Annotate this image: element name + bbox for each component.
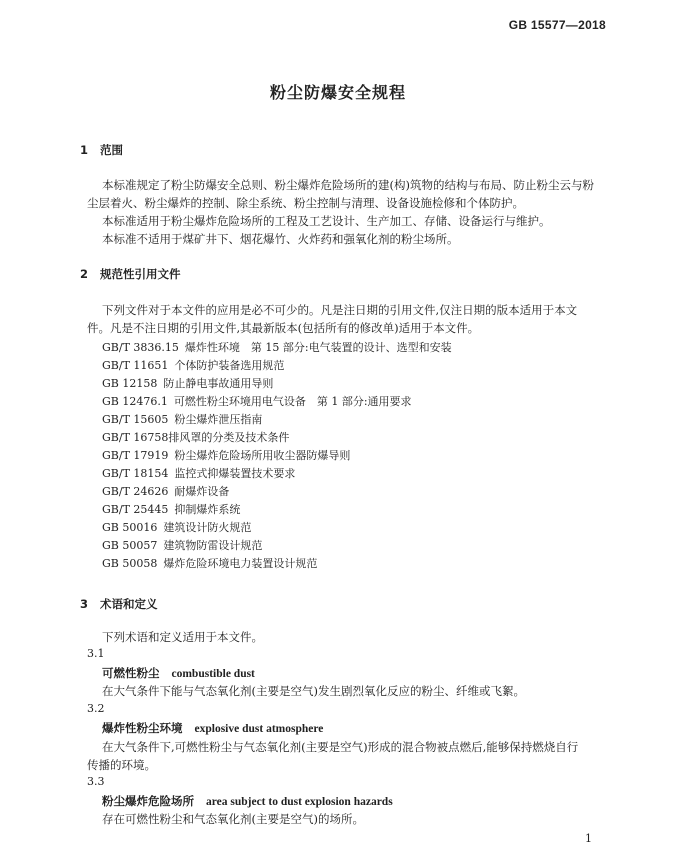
- reference-item: [102, 429, 289, 445]
- section-title: 术语和定义: [100, 597, 158, 611]
- term-definition: 在大气条件下能与气态氧化剂(主要是空气)发生剧烈氧化反应的粉尘、纤维或飞絮。: [102, 684, 525, 698]
- term-definition: 在大气条件下,可燃性粉尘与气态氧化剂(主要是空气)形成的混合物被点燃后,能够保持燃烧自行: [102, 740, 579, 754]
- reference-title: 粉尘爆炸危险场所用收尘器防爆导则: [174, 449, 351, 462]
- reference-item: [102, 375, 273, 391]
- paragraph-continuation: 件。凡是不注日期的引用文件,其最新版本(包括所有的修改单)适用于本文件。: [87, 321, 480, 335]
- reference-title: 耐爆炸设备: [174, 485, 230, 498]
- reference-code: GB/T 15605: [102, 413, 169, 426]
- page-number: 1: [585, 832, 592, 845]
- section-title: 规范性引用文件: [100, 267, 181, 281]
- reference-item: [102, 501, 240, 517]
- term-english: combustible dust: [171, 668, 255, 680]
- document-title: 粉尘防爆安全规程: [269, 83, 406, 102]
- reference-item: [102, 411, 262, 427]
- reference-code: GB/T 16758: [102, 431, 169, 444]
- reference-code: GB/T 25445: [102, 503, 169, 516]
- reference-title: 抑制爆炸系统: [174, 503, 241, 516]
- term-entry: [102, 665, 255, 681]
- reference-item: [102, 357, 284, 373]
- term-definition: 存在可燃性粉尘和气态氧化剂(主要是空气)的场所。: [102, 812, 364, 826]
- section-number: 3: [80, 597, 89, 611]
- term-english: area subject to dust explosion hazards: [206, 796, 393, 808]
- reference-title: 建筑物防雷设计规范: [163, 539, 263, 552]
- reference-title: 监控式抑爆装置技术要求: [174, 467, 296, 480]
- reference-code: GB 12476.1: [102, 395, 168, 408]
- paragraph: 本标准适用于粉尘爆炸危险场所的工程及工艺设计、生产加工、存储、设备运行与维护。: [102, 214, 551, 228]
- reference-item: [102, 339, 452, 355]
- term-entry: [102, 720, 323, 736]
- reference-title: 爆炸危险环境电力装置设计规范: [163, 557, 318, 570]
- term-english: explosive dust atmosphere: [194, 723, 324, 735]
- reference-code: GB 12158: [102, 377, 158, 390]
- section-1-heading: [80, 142, 123, 158]
- term-number: 3.1: [87, 647, 105, 660]
- section-3-heading: [80, 596, 158, 612]
- paragraph: 本标准规定了粉尘防爆安全总则、粉尘爆炸危险场所的建(构)筑物的结构与布局、防止粉尘云与粉: [102, 178, 594, 192]
- reference-item: [102, 465, 295, 481]
- reference-item: [102, 537, 262, 553]
- reference-title: 防止静电事故通用导则: [163, 377, 274, 390]
- reference-item: [102, 519, 251, 535]
- paragraph: 本标准不适用于煤矿井下、烟花爆竹、火炸药和强氧化剂的粉尘场所。: [102, 232, 459, 246]
- term-number: 3.2: [87, 702, 105, 715]
- section-number: 1: [80, 143, 89, 157]
- reference-item: [102, 555, 317, 571]
- term-chinese: 爆炸性粉尘环境: [102, 721, 183, 735]
- reference-code: GB 50058: [102, 557, 158, 570]
- reference-code: GB 50057: [102, 539, 158, 552]
- reference-title: 个体防护装备选用规范: [174, 359, 285, 372]
- paragraph-continuation: 尘层着火、粉尘爆炸的控制、除尘系统、粉尘控制与清理、设备设施检修和个体防护。: [87, 196, 524, 210]
- reference-title: 建筑设计防火规范: [163, 521, 252, 534]
- reference-item: [102, 447, 350, 463]
- term-entry: [102, 793, 393, 809]
- section-title: 范围: [100, 143, 123, 157]
- reference-code: GB/T 11651: [102, 359, 169, 372]
- reference-code: GB/T 17919: [102, 449, 169, 462]
- paragraph: 下列文件对于本文件的应用是必不可少的。凡是注日期的引用文件,仅注日期的版本适用于本文: [102, 303, 578, 317]
- section-2-heading: [80, 266, 181, 282]
- term-chinese: 粉尘爆炸危险场所: [102, 794, 194, 808]
- reference-item: [102, 393, 412, 409]
- term-definition-continuation: 传播的环境。: [87, 758, 156, 772]
- term-chinese: 可燃性粉尘: [102, 666, 160, 680]
- reference-code: GB/T 3836.15: [102, 341, 179, 354]
- term-number: 3.3: [87, 775, 105, 788]
- reference-title: 可燃性粉尘环境用电气设备 第 1 部分:通用要求: [173, 395, 412, 408]
- reference-item: [102, 483, 229, 499]
- standard-number: GB 15577—2018: [508, 18, 606, 32]
- reference-title: 粉尘爆炸泄压指南: [174, 413, 263, 426]
- reference-title: 爆炸性环境 第 15 部分:电气装置的设计、选型和安装: [184, 341, 452, 354]
- reference-code: GB/T 24626: [102, 485, 169, 498]
- reference-title: 排风罩的分类及技术条件: [168, 431, 290, 444]
- section-number: 2: [80, 267, 89, 281]
- reference-code: GB/T 18154: [102, 467, 169, 480]
- reference-code: GB 50016: [102, 521, 158, 534]
- paragraph: 下列术语和定义适用于本文件。: [102, 630, 263, 644]
